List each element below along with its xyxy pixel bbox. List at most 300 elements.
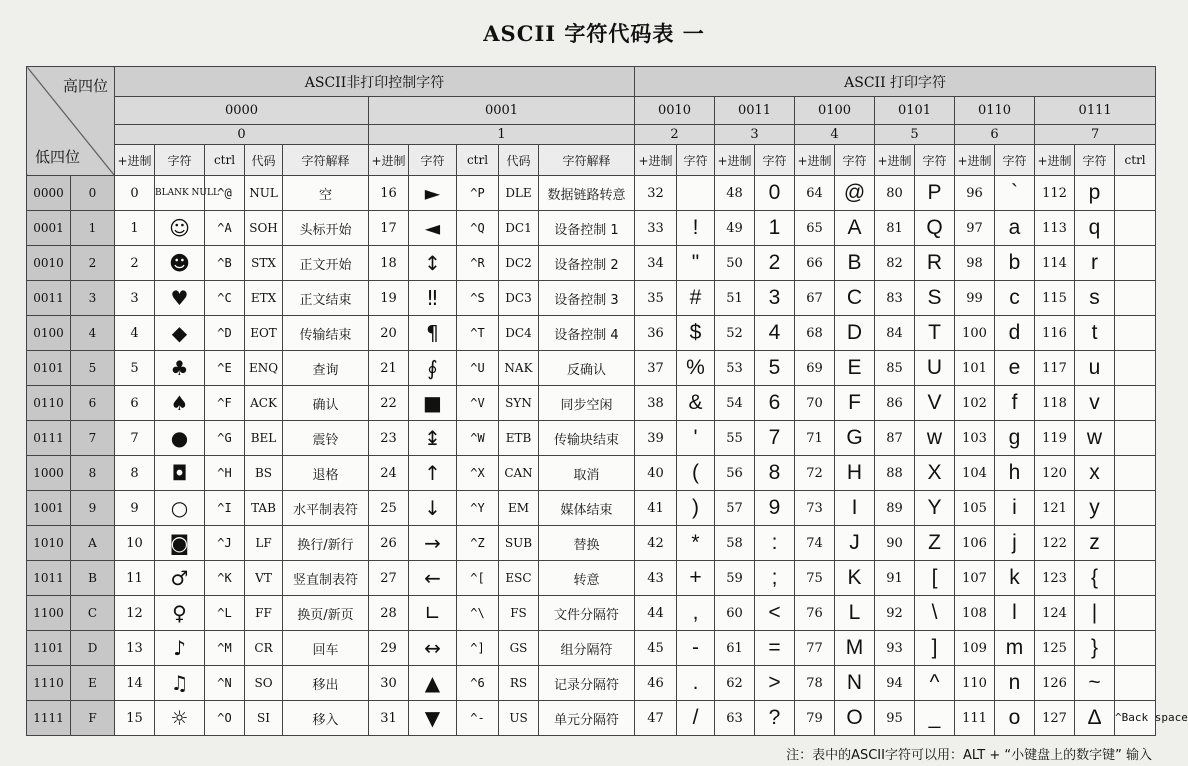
table-row [27, 246, 1156, 281]
cell-c3: 9 [755, 491, 795, 526]
cell-bin: 1101 [27, 631, 71, 666]
cell-hex: 5 [71, 351, 115, 386]
cell-d4: 67 [795, 281, 835, 316]
cell-desc1: 数据链路转意 [539, 176, 635, 211]
col-header-char: 字符 [755, 145, 795, 176]
cell-d5: 93 [875, 631, 915, 666]
cell-c6: h [995, 456, 1035, 491]
cell-c6: l [995, 596, 1035, 631]
cell-k7 [1115, 631, 1156, 666]
cell-desc1: 设备控制 1 [539, 211, 635, 246]
cell-d6: 104 [955, 456, 995, 491]
cell-c1: ▼ [409, 701, 457, 736]
print-section-header: ASCII 打印字符 [635, 67, 1156, 97]
cell-k1: ^Z [457, 526, 499, 561]
cell-hex: A [71, 526, 115, 561]
col-header-dec: +进制 [795, 145, 835, 176]
cell-c4: B [835, 246, 875, 281]
cell-k0: ^D [205, 316, 245, 351]
cell-d7: 118 [1035, 386, 1075, 421]
cell-d0: 4 [115, 316, 155, 351]
cell-c6: b [995, 246, 1035, 281]
high-nibble-label: 高四位 [62, 77, 108, 95]
cell-d6: 99 [955, 281, 995, 316]
cell-c6: g [995, 421, 1035, 456]
cell-c2: + [677, 561, 715, 596]
cell-hex: 0 [71, 176, 115, 211]
group-bin-7: 0111 [1035, 97, 1156, 125]
cell-c6: j [995, 526, 1035, 561]
cell-d4: 76 [795, 596, 835, 631]
cell-desc1: 设备控制 3 [539, 281, 635, 316]
table-row [27, 666, 1156, 701]
cell-c1: ∮ [409, 351, 457, 386]
cell-d5: 83 [875, 281, 915, 316]
cell-d7: 121 [1035, 491, 1075, 526]
col-header-char: 字符 [835, 145, 875, 176]
cell-c5: _ [915, 701, 955, 736]
cell-d3: 55 [715, 421, 755, 456]
cell-desc0: 正文开始 [283, 246, 369, 281]
cell-d0: 9 [115, 491, 155, 526]
cell-desc0: 回车 [283, 631, 369, 666]
cell-desc0: 移出 [283, 666, 369, 701]
cell-c7: ~ [1075, 666, 1115, 701]
cell-c1: ► [409, 176, 457, 211]
cell-code0: STX [245, 246, 283, 281]
cell-c5: [ [915, 561, 955, 596]
cell-c0: ♫ [155, 666, 205, 701]
cell-bin: 1000 [27, 456, 71, 491]
cell-c6: m [995, 631, 1035, 666]
cell-k1: ^U [457, 351, 499, 386]
cell-k7 [1115, 176, 1156, 211]
cell-d6: 100 [955, 316, 995, 351]
cell-bin: 1111 [27, 701, 71, 736]
page-title: ASCII 字符代码表 一 [483, 21, 705, 46]
cell-d2: 38 [635, 386, 677, 421]
cell-d4: 75 [795, 561, 835, 596]
cell-c3: 0 [755, 176, 795, 211]
cell-d2: 44 [635, 596, 677, 631]
cell-c2: $ [677, 316, 715, 351]
col-header-char: 字符 [1075, 145, 1115, 176]
cell-k1: ^] [457, 631, 499, 666]
cell-bin: 0101 [27, 351, 71, 386]
cell-d0: 8 [115, 456, 155, 491]
cell-code1: DC1 [499, 211, 539, 246]
cell-d1: 27 [369, 561, 409, 596]
cell-d2: 41 [635, 491, 677, 526]
group-hex-7: 7 [1035, 125, 1156, 145]
cell-d7: 112 [1035, 176, 1075, 211]
cell-d0: 5 [115, 351, 155, 386]
cell-c2: ' [677, 421, 715, 456]
cell-d7: 125 [1035, 631, 1075, 666]
cell-hex: 2 [71, 246, 115, 281]
cell-code0: VT [245, 561, 283, 596]
cell-d6: 96 [955, 176, 995, 211]
cell-c5: X [915, 456, 955, 491]
col-header-ctrl: ctrl [457, 145, 499, 176]
cell-c2: % [677, 351, 715, 386]
cell-c2: / [677, 701, 715, 736]
cell-code1: DC2 [499, 246, 539, 281]
cell-c1: ← [409, 561, 457, 596]
cell-k1: ^X [457, 456, 499, 491]
group-bin-4: 0100 [795, 97, 875, 125]
cell-c1: ↑ [409, 456, 457, 491]
group-bin-5: 0101 [875, 97, 955, 125]
cell-c2: # [677, 281, 715, 316]
cell-d4: 66 [795, 246, 835, 281]
cell-desc1: 文件分隔符 [539, 596, 635, 631]
cell-c6: o [995, 701, 1035, 736]
cell-d5: 89 [875, 491, 915, 526]
col-header-dec: +进制 [369, 145, 409, 176]
col-header-code: 代码 [245, 145, 283, 176]
cell-hex: 3 [71, 281, 115, 316]
cell-d2: 47 [635, 701, 677, 736]
cell-bin: 0110 [27, 386, 71, 421]
nonprint-section-header: ASCII非打印控制字符 [115, 67, 635, 97]
cell-c5: ] [915, 631, 955, 666]
cell-k7 [1115, 666, 1156, 701]
cell-c6: n [995, 666, 1035, 701]
cell-c0: ◆ [155, 316, 205, 351]
cell-d4: 71 [795, 421, 835, 456]
cell-k1: ^[ [457, 561, 499, 596]
footnote: 注：表中的ASCII字符可以用：ALT + “小键盘上的数字键” 输入 [786, 748, 1152, 763]
cell-d3: 49 [715, 211, 755, 246]
cell-d2: 45 [635, 631, 677, 666]
cell-c6: i [995, 491, 1035, 526]
cell-code1: DLE [499, 176, 539, 211]
cell-c4: D [835, 316, 875, 351]
cell-d4: 74 [795, 526, 835, 561]
cell-k1: ^P [457, 176, 499, 211]
cell-c6: a [995, 211, 1035, 246]
cell-d1: 16 [369, 176, 409, 211]
cell-code0: NUL [245, 176, 283, 211]
table-row [27, 211, 1156, 246]
cell-d1: 18 [369, 246, 409, 281]
cell-k0: ^I [205, 491, 245, 526]
cell-d7: 113 [1035, 211, 1075, 246]
cell-code0: SOH [245, 211, 283, 246]
cell-c5: Y [915, 491, 955, 526]
cell-d0: 15 [115, 701, 155, 736]
cell-c0: ♣ [155, 351, 205, 386]
cell-bin: 1110 [27, 666, 71, 701]
cell-c7: u [1075, 351, 1115, 386]
cell-c6: f [995, 386, 1035, 421]
cell-desc1: 单元分隔符 [539, 701, 635, 736]
cell-k0: ^@ [205, 176, 245, 211]
cell-desc0: 移入 [283, 701, 369, 736]
cell-d1: 26 [369, 526, 409, 561]
cell-c3: 4 [755, 316, 795, 351]
cell-d6: 102 [955, 386, 995, 421]
cell-d3: 58 [715, 526, 755, 561]
cell-d7: 122 [1035, 526, 1075, 561]
cell-c3: > [755, 666, 795, 701]
cell-c5: U [915, 351, 955, 386]
cell-bin: 0011 [27, 281, 71, 316]
cell-d0: 11 [115, 561, 155, 596]
low-nibble-label: 低四位 [35, 148, 81, 166]
group-hex-6: 6 [955, 125, 1035, 145]
cell-code0: TAB [245, 491, 283, 526]
cell-k7 [1115, 281, 1156, 316]
cell-hex: 4 [71, 316, 115, 351]
cell-c4: C [835, 281, 875, 316]
cell-d3: 59 [715, 561, 755, 596]
cell-c3: 3 [755, 281, 795, 316]
cell-hex: F [71, 701, 115, 736]
cell-desc1: 组分隔符 [539, 631, 635, 666]
cell-d5: 87 [875, 421, 915, 456]
cell-d2: 42 [635, 526, 677, 561]
cell-c1: ↕ [409, 246, 457, 281]
cell-d6: 101 [955, 351, 995, 386]
col-header-dec: +进制 [115, 145, 155, 176]
cell-code0: ETX [245, 281, 283, 316]
group-hex-2: 2 [635, 125, 715, 145]
cell-d1: 23 [369, 421, 409, 456]
cell-desc1: 转意 [539, 561, 635, 596]
cell-c7: t [1075, 316, 1115, 351]
cell-d3: 61 [715, 631, 755, 666]
cell-bin: 1001 [27, 491, 71, 526]
cell-d2: 36 [635, 316, 677, 351]
cell-k0: ^L [205, 596, 245, 631]
corner-cell [27, 67, 115, 176]
cell-d4: 64 [795, 176, 835, 211]
cell-d6: 103 [955, 421, 995, 456]
cell-code1: EM [499, 491, 539, 526]
cell-bin: 1100 [27, 596, 71, 631]
cell-d5: 80 [875, 176, 915, 211]
table-row [27, 316, 1156, 351]
cell-d1: 25 [369, 491, 409, 526]
cell-c0: ☼ [155, 701, 205, 736]
cell-bin: 0010 [27, 246, 71, 281]
cell-c2: ! [677, 211, 715, 246]
cell-hex: 7 [71, 421, 115, 456]
cell-c6: e [995, 351, 1035, 386]
cell-d1: 29 [369, 631, 409, 666]
cell-c5: ^ [915, 666, 955, 701]
table-row [27, 701, 1156, 736]
cell-c7: r [1075, 246, 1115, 281]
col-header-ctrl: ctrl [205, 145, 245, 176]
table-row [27, 561, 1156, 596]
cell-k1: ^Y [457, 491, 499, 526]
cell-d6: 98 [955, 246, 995, 281]
cell-k7 [1115, 456, 1156, 491]
cell-d5: 92 [875, 596, 915, 631]
cell-c7: | [1075, 596, 1115, 631]
col-header-char: 字符 [915, 145, 955, 176]
cell-c3: 5 [755, 351, 795, 386]
cell-desc1: 传输块结束 [539, 421, 635, 456]
cell-d5: 88 [875, 456, 915, 491]
cell-bin: 1010 [27, 526, 71, 561]
group-bin-6: 0110 [955, 97, 1035, 125]
cell-d3: 57 [715, 491, 755, 526]
cell-d3: 54 [715, 386, 755, 421]
cell-desc1: 设备控制 2 [539, 246, 635, 281]
cell-k0: ^M [205, 631, 245, 666]
cell-c0: ◙ [155, 526, 205, 561]
cell-c4: L [835, 596, 875, 631]
col-header-char: 字符 [677, 145, 715, 176]
cell-hex: D [71, 631, 115, 666]
col-header-dec: +进制 [635, 145, 677, 176]
cell-d1: 21 [369, 351, 409, 386]
cell-k0: ^A [205, 211, 245, 246]
cell-c3: = [755, 631, 795, 666]
cell-bin: 0100 [27, 316, 71, 351]
cell-bin: 1011 [27, 561, 71, 596]
table-row [27, 176, 1156, 211]
table-row [27, 526, 1156, 561]
cell-c1: ‼ [409, 281, 457, 316]
cell-d5: 85 [875, 351, 915, 386]
cell-c3: 8 [755, 456, 795, 491]
cell-code1: NAK [499, 351, 539, 386]
cell-c1: ◄ [409, 211, 457, 246]
col-header-desc: 字符解释 [539, 145, 635, 176]
cell-hex: 8 [71, 456, 115, 491]
cell-desc0: 退格 [283, 456, 369, 491]
cell-c7: z [1075, 526, 1115, 561]
cell-c2: ) [677, 491, 715, 526]
cell-d3: 48 [715, 176, 755, 211]
cell-code1: FS [499, 596, 539, 631]
cell-c4: G [835, 421, 875, 456]
cell-k0: ^O [205, 701, 245, 736]
cell-bin: 0111 [27, 421, 71, 456]
cell-d7: 117 [1035, 351, 1075, 386]
cell-d2: 46 [635, 666, 677, 701]
cell-d5: 81 [875, 211, 915, 246]
cell-c6: d [995, 316, 1035, 351]
cell-c3: ? [755, 701, 795, 736]
cell-c2: * [677, 526, 715, 561]
cell-desc0: 空 [283, 176, 369, 211]
cell-code1: CAN [499, 456, 539, 491]
cell-c0: ♂ [155, 561, 205, 596]
cell-c4: M [835, 631, 875, 666]
cell-d7: 123 [1035, 561, 1075, 596]
cell-d2: 34 [635, 246, 677, 281]
cell-d1: 30 [369, 666, 409, 701]
cell-c6: ` [995, 176, 1035, 211]
cell-c3: ; [755, 561, 795, 596]
cell-desc0: 换行/新行 [283, 526, 369, 561]
cell-d1: 28 [369, 596, 409, 631]
cell-d1: 24 [369, 456, 409, 491]
cell-d4: 78 [795, 666, 835, 701]
cell-d1: 17 [369, 211, 409, 246]
cell-k0: ^J [205, 526, 245, 561]
cell-desc0: 竖直制表符 [283, 561, 369, 596]
cell-d2: 43 [635, 561, 677, 596]
cell-code0: SO [245, 666, 283, 701]
cell-d1: 31 [369, 701, 409, 736]
cell-k7 [1115, 421, 1156, 456]
cell-c5: P [915, 176, 955, 211]
cell-c4: H [835, 456, 875, 491]
group-hex-5: 5 [875, 125, 955, 145]
cell-k7 [1115, 596, 1156, 631]
cell-desc1: 媒体结束 [539, 491, 635, 526]
group-hex-3: 3 [715, 125, 795, 145]
cell-c2: . [677, 666, 715, 701]
cell-hex: 1 [71, 211, 115, 246]
cell-c1: → [409, 526, 457, 561]
cell-desc0: 正文结束 [283, 281, 369, 316]
cell-k0: ^N [205, 666, 245, 701]
cell-c3: < [755, 596, 795, 631]
cell-k7 [1115, 211, 1156, 246]
cell-code0: BEL [245, 421, 283, 456]
cell-c4: A [835, 211, 875, 246]
col-header-ctrl: ctrl [1115, 145, 1156, 176]
cell-c7: w [1075, 421, 1115, 456]
cell-c1: ¶ [409, 316, 457, 351]
cell-d7: 124 [1035, 596, 1075, 631]
cell-desc0: 头标开始 [283, 211, 369, 246]
cell-k1: ^R [457, 246, 499, 281]
cell-d5: 91 [875, 561, 915, 596]
group-hex-0: 0 [115, 125, 369, 145]
cell-c7: s [1075, 281, 1115, 316]
cell-desc1: 同步空闲 [539, 386, 635, 421]
cell-code0: ACK [245, 386, 283, 421]
cell-d7: 120 [1035, 456, 1075, 491]
cell-k0: ^F [205, 386, 245, 421]
cell-c4: E [835, 351, 875, 386]
cell-c5: \ [915, 596, 955, 631]
cell-k7 [1115, 491, 1156, 526]
cell-d0: 7 [115, 421, 155, 456]
cell-d6: 110 [955, 666, 995, 701]
col-header-dec: +进制 [955, 145, 995, 176]
cell-code1: ESC [499, 561, 539, 596]
cell-c7: { [1075, 561, 1115, 596]
group-hex-1: 1 [369, 125, 635, 145]
cell-c3: 6 [755, 386, 795, 421]
col-header-code: 代码 [499, 145, 539, 176]
cell-desc0: 震铃 [283, 421, 369, 456]
cell-d3: 53 [715, 351, 755, 386]
cell-c2: - [677, 631, 715, 666]
cell-d6: 109 [955, 631, 995, 666]
cell-c2: ( [677, 456, 715, 491]
cell-d7: 126 [1035, 666, 1075, 701]
cell-hex: B [71, 561, 115, 596]
cell-d2: 32 [635, 176, 677, 211]
group-hex-4: 4 [795, 125, 875, 145]
cell-code0: BS [245, 456, 283, 491]
cell-d6: 111 [955, 701, 995, 736]
cell-c5: S [915, 281, 955, 316]
cell-k0: ^B [205, 246, 245, 281]
cell-c5: T [915, 316, 955, 351]
